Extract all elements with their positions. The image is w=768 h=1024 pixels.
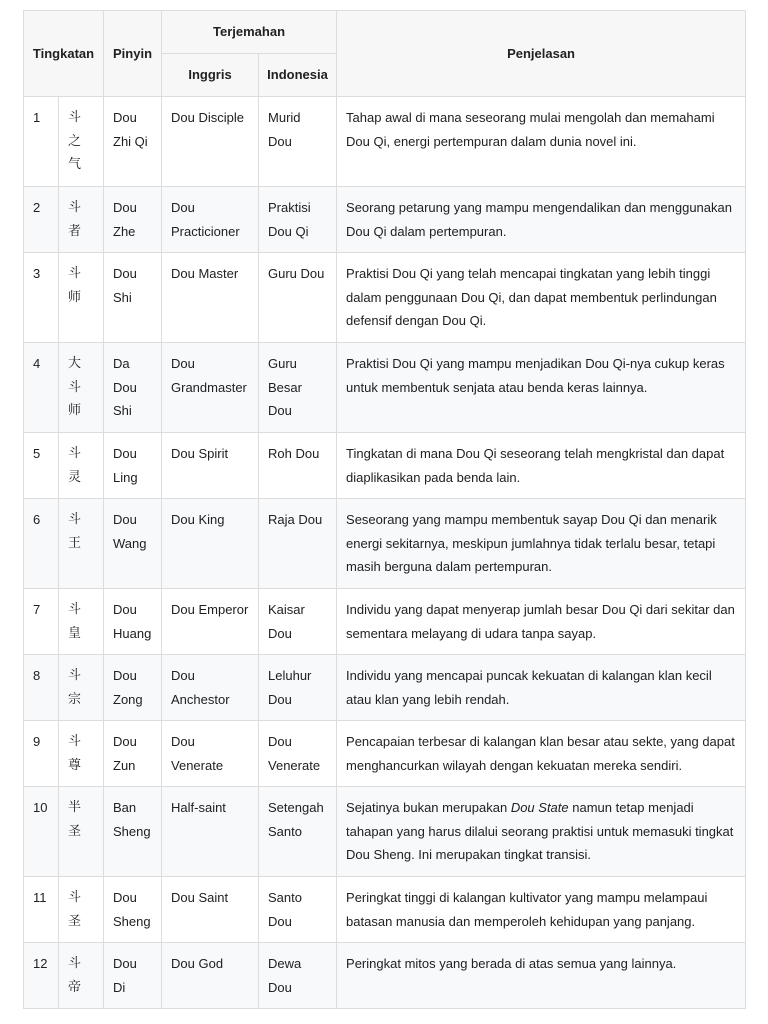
level-explanation: Pencapaian terbesar di kalangan klan besar atau sekte, yang dapat menghancurkan wilayah dengan kekuatan mereka sendiri. [337,721,746,787]
level-explanation: Seseorang yang mampu membentuk sayap Dou Qi dan menarik energi sekitarnya, meskipun jumlahnya tidak terlalu besar, tetapi masih berguna dalam pertempuran. [337,499,746,589]
cjk-char: 斗 [68,110,82,125]
cjk-char: 王 [68,535,82,551]
table-row [24,343,746,433]
level-english: Dou King [162,499,259,589]
level-indonesian: Dou Venerate [259,721,337,787]
cultivation-levels-table [23,10,746,1009]
level-indonesian: Guru Dou [259,253,337,343]
cjk-char: 灵 [68,469,82,485]
level-pinyin: Dou Sheng [104,877,162,943]
level-number: 11 [24,877,59,943]
level-number: 1 [24,97,59,187]
explanation-text: namun tetap menjadi tahapan yang harus dilalui seorang praktisi untuk memasuki tingkat Dou Sheng. Ini merupakan tingkat transisi. [346,800,734,862]
header-indonesian: Indonesia [259,54,337,97]
cjk-char: 师 [68,403,82,418]
level-english: Dou Saint [162,877,259,943]
level-pinyin: Dou Zong [104,655,162,721]
level-characters [59,97,104,187]
level-indonesian: Murid Dou [259,97,337,187]
level-pinyin: Dou Zun [104,721,162,787]
level-pinyin: Dou Ling [104,433,162,499]
cjk-char: 圣 [68,823,82,839]
level-characters [59,655,104,721]
level-indonesian: Guru Besar Dou [259,343,337,433]
level-characters [59,499,104,589]
cjk-char: 宗 [68,691,82,707]
table-body [24,97,746,1009]
cjk-char: 大 [68,356,82,371]
header-pinyin: Pinyin [104,11,162,97]
level-explanation: Peringkat tinggi di kalangan kultivator yang mampu melampaui batasan manusia dan memperoleh kehidupan yang panjang. [337,877,746,943]
level-english: Dou Master [162,253,259,343]
level-characters [59,433,104,499]
level-explanation: Tingkatan di mana Dou Qi seseorang telah mengkristal dan dapat diaplikasikan pada benda lain. [337,433,746,499]
header-english: Inggris [162,54,259,97]
level-english: Half-saint [162,787,259,877]
cjk-char: 斗 [68,734,82,749]
cjk-char: 斗 [68,512,82,527]
level-characters [59,589,104,655]
cjk-char: 之 [68,133,82,149]
table-row [24,253,746,343]
cjk-char: 师 [68,289,82,305]
level-characters [59,721,104,787]
level-indonesian: Setengah Santo [259,787,337,877]
cjk-char: 圣 [68,913,82,929]
level-english: Dou God [162,943,259,1009]
cjk-char: 尊 [68,757,82,773]
cjk-char: 斗 [68,602,82,617]
level-english: Dou Spirit [162,433,259,499]
level-pinyin: Dou Shi [104,253,162,343]
level-indonesian: Roh Dou [259,433,337,499]
level-indonesian: Kaisar Dou [259,589,337,655]
cjk-char: 斗 [68,379,82,395]
level-pinyin: Dou Huang [104,589,162,655]
table-row [24,499,746,589]
table-row [24,187,746,253]
level-explanation: Individu yang mencapai puncak kekuatan di kalangan klan kecil atau klan yang lebih rendah. [337,655,746,721]
level-english: Dou Anchestor [162,655,259,721]
level-pinyin: Ban Sheng [104,787,162,877]
explanation-emphasis: Dou State [510,800,569,815]
level-explanation [337,787,746,877]
header-explanation: Penjelasan [337,11,746,97]
cjk-char: 斗 [68,266,82,281]
level-pinyin: Da Dou Shi [104,343,162,433]
level-number: 2 [24,187,59,253]
level-pinyin: Dou Zhe [104,187,162,253]
table-row [24,787,746,877]
level-explanation: Praktisi Dou Qi yang telah mencapai tingkatan yang lebih tinggi dalam penggunaan Dou Qi, dan dapat membentuk perlindungan defensif dengan Dou Qi. [337,253,746,343]
level-characters [59,943,104,1009]
table-row [24,655,746,721]
header-translation: Terjemahan [162,11,337,54]
level-explanation: Individu yang dapat menyerap jumlah besar Dou Qi dari sekitar dan sementara melayang di udara tanpa sayap. [337,589,746,655]
level-characters [59,187,104,253]
cjk-char: 者 [68,223,82,239]
table-row [24,721,746,787]
level-number: 8 [24,655,59,721]
level-english: Dou Grandmaster [162,343,259,433]
level-number: 12 [24,943,59,1009]
level-number: 5 [24,433,59,499]
level-indonesian: Leluhur Dou [259,655,337,721]
cjk-char: 斗 [68,956,82,971]
level-number: 6 [24,499,59,589]
table-header [24,11,746,97]
level-characters [59,253,104,343]
level-english: Dou Practicioner [162,187,259,253]
table-row [24,97,746,187]
cjk-char: 斗 [68,446,82,461]
level-pinyin: Dou Di [104,943,162,1009]
level-pinyin: Dou Wang [104,499,162,589]
cjk-char: 帝 [68,979,82,995]
level-number: 9 [24,721,59,787]
level-explanation: Praktisi Dou Qi yang mampu menjadikan Dou Qi-nya cukup keras untuk membentuk senjata atau benda keras lainnya. [337,343,746,433]
level-english: Dou Disciple [162,97,259,187]
level-explanation: Tahap awal di mana seseorang mulai mengolah dan memahami Dou Qi, energi pertempuran dalam dunia novel ini. [337,97,746,187]
level-number: 3 [24,253,59,343]
table-row [24,877,746,943]
table-row [24,589,746,655]
level-number: 10 [24,787,59,877]
table-row [24,433,746,499]
level-explanation: Peringkat mitos yang berada di atas semua yang lainnya. [337,943,746,1009]
level-characters [59,787,104,877]
level-english: Dou Emperor [162,589,259,655]
level-characters [59,343,104,433]
level-pinyin: Dou Zhi Qi [104,97,162,187]
level-indonesian: Raja Dou [259,499,337,589]
level-number: 7 [24,589,59,655]
header-level: Tingkatan [24,11,104,97]
level-characters [59,877,104,943]
level-indonesian: Santo Dou [259,877,337,943]
cjk-char: 气 [68,157,82,172]
level-indonesian: Praktisi Dou Qi [259,187,337,253]
cjk-char: 斗 [68,890,82,905]
level-explanation: Seorang petarung yang mampu mengendalikan dan menggunakan Dou Qi dalam pertempuran. [337,187,746,253]
table-row [24,943,746,1009]
explanation-text: Sejatinya bukan merupakan [346,800,511,815]
cjk-char: 皇 [68,625,82,641]
cjk-char: 半 [68,800,82,815]
level-number: 4 [24,343,59,433]
cjk-char: 斗 [68,668,82,683]
cjk-char: 斗 [68,200,82,215]
level-english: Dou Venerate [162,721,259,787]
level-indonesian: Dewa Dou [259,943,337,1009]
